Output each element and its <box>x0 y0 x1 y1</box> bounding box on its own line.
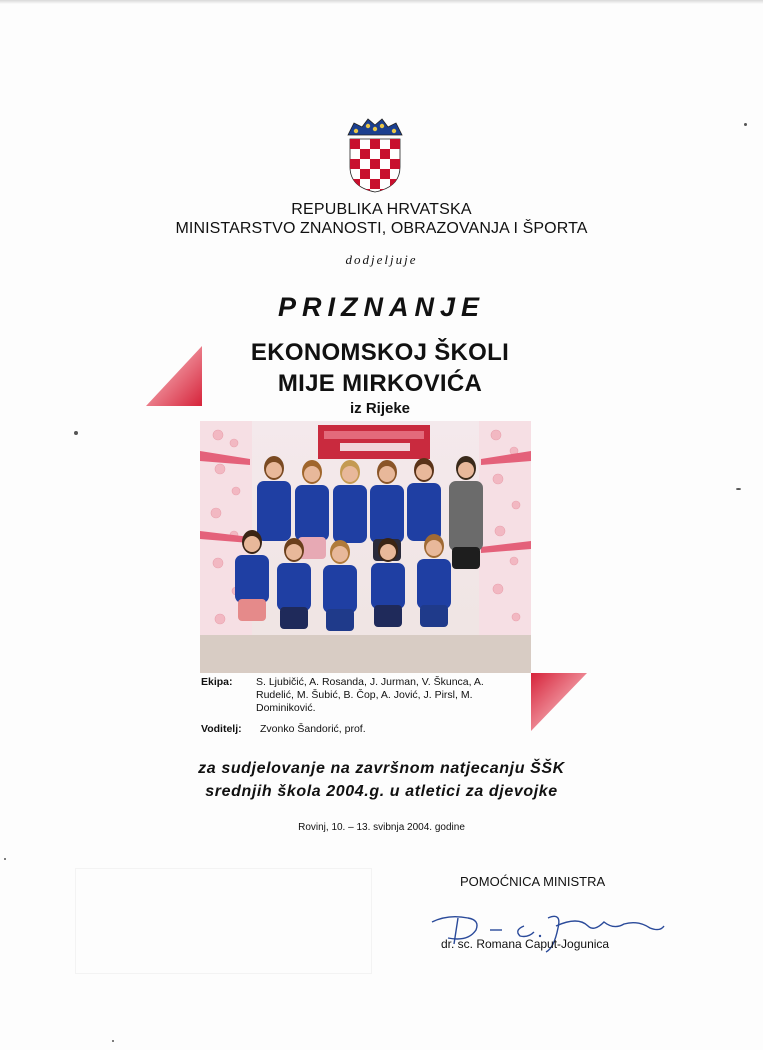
team-photo <box>200 421 531 673</box>
coat-check-square <box>350 139 360 149</box>
scan-edge <box>0 0 763 4</box>
coat-check-square <box>370 159 380 169</box>
coat-check-square <box>390 159 400 169</box>
place-and-date: Rovinj, 10. – 13. svibnja 2004. godine <box>298 822 465 833</box>
award-reason-line2: srednjih škola 2004.g. u atletici za djevojke <box>205 783 558 800</box>
scan-speck <box>112 1040 114 1042</box>
coat-check-square <box>380 149 390 159</box>
scan-speck <box>4 858 6 860</box>
signatory-name: dr. sc. Romana Caput-Jogunica <box>441 937 610 951</box>
coat-check-square <box>390 179 400 189</box>
recipient-school-line1: EKONOMSKOJ ŠKOLI <box>250 339 510 366</box>
recipient-school-line2: MIJE MIRKOVIĆA <box>277 370 483 397</box>
recipient-city: iz Rijeke <box>349 400 411 417</box>
croatian-coat-of-arms-icon <box>346 117 404 193</box>
grants-text: dodjeljuje <box>345 252 418 267</box>
coat-check-square <box>360 169 370 179</box>
coat-check-square <box>350 179 360 189</box>
scan-artifact <box>75 868 372 974</box>
scan-speck <box>744 123 747 126</box>
team-members: S. Ljubičić, A. Rosanda, J. Jurman, V. Škunca, A. Rudelić, M. Šubić, B. Čop, A. Jović, J. Pirsl, M. Dominiković. <box>256 676 484 714</box>
decorative-red-wedge <box>531 673 587 731</box>
coat-check-square <box>370 139 380 149</box>
coat-check-square <box>390 139 400 149</box>
team-label: Ekipa: <box>201 676 233 688</box>
coat-check-square <box>370 179 380 189</box>
scan-speck <box>736 488 741 490</box>
coach-label: Voditelj: <box>201 723 242 735</box>
coach-name: Zvonko Šandorić, prof. <box>260 723 366 735</box>
coat-check-square <box>380 189 390 193</box>
signatory-title: POMOĆNICA MINISTRA <box>460 874 606 889</box>
ministry-name: MINISTARSTVO ZNANOSTI, OBRAZOVANJA I ŠPORTA <box>175 220 588 237</box>
coat-check-square <box>360 189 370 193</box>
award-reason-line1: za sudjelovanje na završnom natjecanju ŠŠK <box>198 760 565 777</box>
coat-check-square <box>360 149 370 159</box>
award-title: PRIZNANJE <box>277 292 486 322</box>
coat-check-square <box>350 159 360 169</box>
coat-check-square <box>380 169 390 179</box>
country-name: REPUBLIKA HRVATSKA <box>291 201 472 218</box>
scan-speck <box>74 431 78 435</box>
